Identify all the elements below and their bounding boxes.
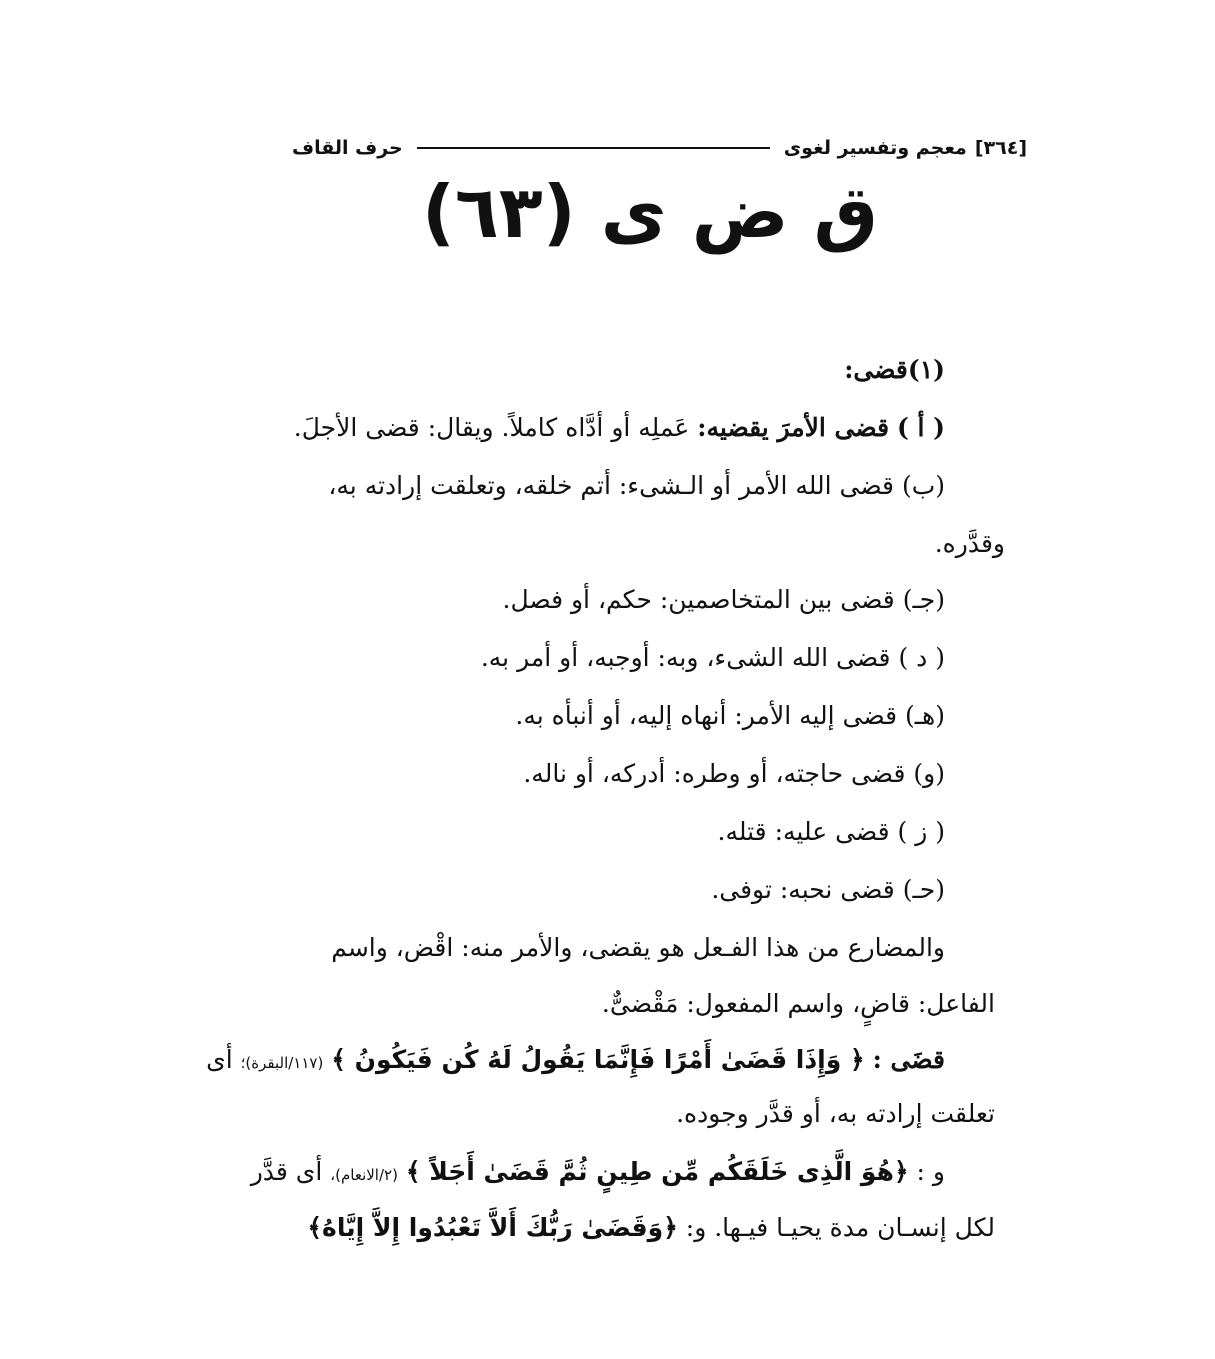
meaning-g (718, 812, 945, 852)
quran-verse: ﴿وَقَضَىٰ رَبُّكَ أَلاَّ تَعْبُدُوا إِلاَّ إِيَّاهُ﴾ (307, 1213, 678, 1242)
running-head (292, 128, 1027, 168)
usage-word: قضَى : (872, 1045, 945, 1074)
usage-1-continued: تعلقت إرادته به، أو قدَّر وجوده. (676, 1099, 995, 1128)
usage-text: أى (206, 1045, 233, 1074)
meaning-text: قضى الله الأمر أو الـشىء: أتم خلقه، وتعلقت إرادته به، (328, 471, 894, 500)
usage-3 (307, 1208, 995, 1248)
usage-text: أى قدَّر (250, 1157, 323, 1186)
meaning-marker: (هـ) (904, 701, 945, 730)
meaning-f (523, 754, 945, 794)
meaning-text: عَملِه أو أدَّاه كاملاً. ويقال: قضى الأجلَ. (293, 413, 690, 442)
meaning-text: قضى حاجته، أو وطره: أدركه، أو ناله. (523, 759, 906, 788)
meaning-e (515, 696, 945, 736)
book-title: معجم وتفسير لغوى (783, 137, 967, 159)
header-rule (417, 147, 770, 149)
quran-verse: ﴿ وَإِذَا قَضَىٰ أَمْرًا فَإِنَّمَا يَقُولُ لَهُ كُن فَيَكُونُ ﴾ (331, 1045, 865, 1074)
meaning-term: قضى الأمرَ يقضيه: (697, 413, 890, 442)
quran-verse: ﴿هُوَ الَّذِى خَلَقَكُم مِّن طِينٍ ثُمَّ قَضَىٰ أَجَلاً ﴾ (405, 1157, 909, 1186)
meaning-text: قضى نحبه: توفى. (711, 875, 895, 904)
sense-heading: (١)قضى: (844, 355, 945, 384)
verse-reference: (٢/الانعام)، (330, 1166, 398, 1184)
meaning-marker: ( أ ) (896, 413, 945, 442)
derivation-line-2: الفاعل: قاضٍ، واسم المفعول: مَقْضىٌّ. (601, 989, 995, 1018)
meaning-marker: ( د ) (898, 643, 945, 672)
usage-prefix: و : (916, 1157, 945, 1186)
meaning-text: قضى بين المتخاصمين: حكم، أو فصل. (502, 585, 895, 614)
usage-text: لكل إنسـان مدة يحيـا فيـها. و: (685, 1213, 995, 1242)
entry-title: ق ض ى (٦٣) (421, 170, 879, 254)
meaning-text: قضى الله الشىء، وبه: أوجبه، أو أمر به. (480, 643, 891, 672)
verse-reference: (١١٧/البقرة)؛ (240, 1054, 324, 1072)
chapter-name: حرف القاف (292, 137, 403, 159)
meaning-h (711, 870, 945, 910)
usage-2 (251, 1152, 945, 1195)
meaning-marker: (جـ) (902, 585, 945, 614)
meaning-text: قضى إليه الأمر: أنهاه إليه، أو أنبأه به. (515, 701, 898, 730)
meaning-marker: (ب) (901, 471, 945, 500)
meaning-marker: (و) (913, 759, 945, 788)
meaning-b (328, 466, 945, 506)
meaning-a (294, 408, 945, 448)
meaning-b-continued: وقدَّره. (934, 529, 1005, 558)
page-number: [٣٦٤] (974, 137, 1027, 159)
meaning-c (503, 580, 945, 620)
derivation-line-1: والمضارع من هذا الفـعل هو يقضى، والأمر منه: اقْض، واسم (331, 933, 945, 962)
meaning-marker: (حـ) (902, 875, 945, 904)
meaning-text: قضى عليه: قتله. (717, 817, 890, 846)
meaning-marker: ( ز ) (897, 817, 945, 846)
usage-1 (206, 1040, 945, 1083)
meaning-d (481, 638, 945, 678)
